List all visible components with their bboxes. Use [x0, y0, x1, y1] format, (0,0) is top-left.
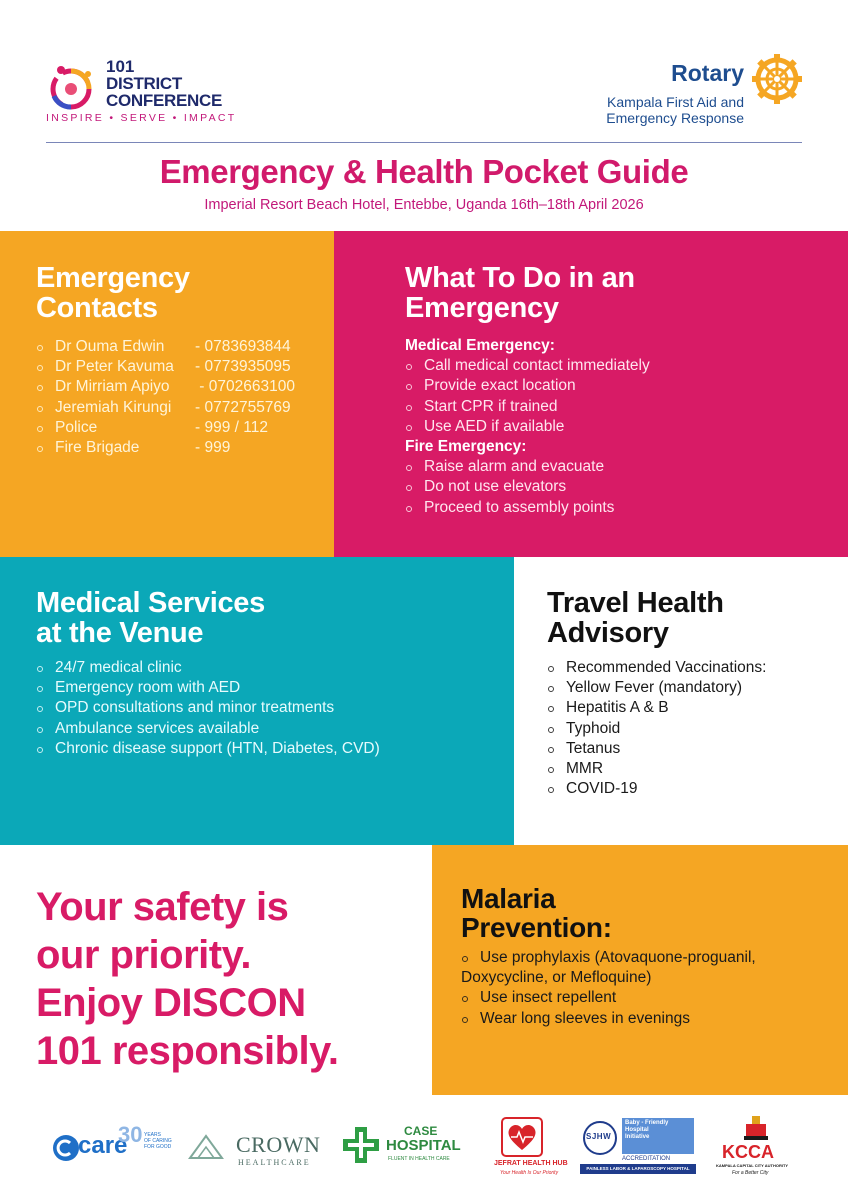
list-item: Hepatitis A & B: [547, 698, 766, 718]
list-item: MMR: [547, 759, 766, 779]
list-item: Chronic disease support (HTN, Diabetes, CVD): [36, 739, 380, 759]
conference-line2: CONFERENCE: [106, 91, 223, 110]
list-item: Start CPR if trained: [405, 397, 650, 417]
case-hospital-logo: CASE HOSPITAL FLUENT IN HEALTH CARE: [342, 1120, 472, 1170]
contact-item[interactable]: Dr Ouma Edwin - 0783693844: [36, 337, 335, 357]
list-item: Typhoid: [547, 719, 766, 739]
sponsor-logos: [0, 1108, 848, 1188]
list-item: Wear long sleeves in evenings: [461, 1009, 791, 1029]
kcca-crest-icon: [742, 1114, 770, 1142]
kcca-logo: KCCA KAMPALA CAPITAL CITY AUTHORITY For a Better City: [716, 1114, 796, 1180]
crown-healthcare-logo: CROWN HEALTHCARE: [186, 1128, 326, 1168]
malaria-prevention-heading: Malaria Prevention:: [461, 883, 612, 943]
rotary-wheel-icon: [752, 54, 802, 104]
list-item: Tetanus: [547, 739, 766, 759]
conference-line1: DISTRICT: [106, 74, 182, 93]
contact-item[interactable]: Jeremiah Kirungi - 0772755769: [36, 398, 335, 418]
page-subtitle: Imperial Resort Beach Hotel, Entebbe, Uganda 16th–18th April 2026: [204, 197, 644, 213]
header-divider: [46, 142, 802, 143]
list-item: Raise alarm and evacuate: [405, 457, 650, 477]
list-item: Use AED if available: [405, 417, 650, 437]
list-item: Use prophylaxis (Atovaquone-proguanil, Doxycycline, or Mefloquine): [461, 948, 791, 988]
medical-services-list: [36, 658, 380, 759]
contact-item[interactable]: Police - 999 / 112: [36, 418, 335, 438]
contact-item[interactable]: Dr Mirriam Apiyo - 0702663100: [36, 377, 335, 397]
sjhw-strip: PAINLESS LABOR & LAPAROSCOPY HOSPITAL: [580, 1164, 696, 1174]
list-item: 24/7 medical clinic: [36, 658, 380, 678]
medical-cross-icon: [342, 1126, 380, 1164]
medical-emergency-label: Medical Emergency:: [405, 337, 555, 354]
page-title: Emergency & Health Pocket Guide: [159, 153, 689, 190]
emergency-contacts-list: [36, 337, 335, 458]
list-item: Ambulance services available: [36, 719, 380, 739]
travel-health-list: [547, 658, 766, 799]
safety-slogan: Your safety is our priority. Enjoy DISCON 101 responsibly.: [36, 885, 339, 1073]
baby-friendly-badge: Baby - Friendly Hospital Initiative: [622, 1118, 694, 1154]
sjhw-hospital-logo: SJHW Baby - Friendly Hospital Initiative ACCREDITATION PAINLESS LABOR & LAPAROSCOPY HOSPITAL: [580, 1118, 698, 1180]
malaria-prevention-list: [461, 948, 791, 1029]
rotary-name: Rotary: [671, 60, 744, 86]
list-item: Do not use elevators: [405, 477, 650, 497]
list-item: Emergency room with AED: [36, 678, 380, 698]
heart-icon: [500, 1116, 544, 1158]
travel-health-heading: Travel Health Advisory: [547, 587, 724, 649]
jefrat-health-hub-logo: JEFRAT HEALTH HUB Your Health Is Our Priority: [494, 1116, 564, 1186]
list-item: Proceed to assembly points: [405, 498, 650, 518]
list-item: OPD consultations and minor treatments: [36, 698, 380, 718]
what-to-do-heading: What To Do in an Emergency: [405, 262, 635, 324]
conference-number: 101: [106, 57, 135, 76]
rotary-subtitle-line1: Kampala First Aid and: [607, 94, 744, 110]
icare-logo: care 30 YEARS OF CARING FOR GOOD: [52, 1128, 172, 1168]
list-item: COVID-19: [547, 779, 766, 799]
fire-emergency-label: Fire Emergency:: [405, 438, 527, 456]
what-to-do-list: [405, 336, 650, 518]
conference-tagline: INSPIRE • SERVE • IMPACT: [46, 112, 237, 124]
rotary-subtitle-line2: Emergency Response: [606, 110, 744, 126]
rotary-logo: [542, 54, 802, 134]
list-item: Yellow Fever (mandatory): [547, 678, 766, 698]
list-item: Call medical contact immediately: [405, 356, 650, 376]
contact-item[interactable]: Dr Peter Kavuma - 0773935095: [36, 357, 335, 377]
list-item: Provide exact location: [405, 376, 650, 396]
emergency-contacts-heading: Emergency Contacts: [36, 262, 190, 324]
contact-item[interactable]: Fire Brigade - 999: [36, 438, 335, 458]
medical-services-heading: Medical Services at the Venue: [36, 587, 265, 649]
crown-icon: [186, 1132, 226, 1162]
list-item: Use insect repellent: [461, 988, 791, 1008]
icare-badge-icon: [52, 1134, 80, 1162]
conference-ring-icon: [46, 62, 96, 112]
list-item: Recommended Vaccinations:: [547, 658, 766, 678]
conference-logo: [46, 56, 246, 126]
